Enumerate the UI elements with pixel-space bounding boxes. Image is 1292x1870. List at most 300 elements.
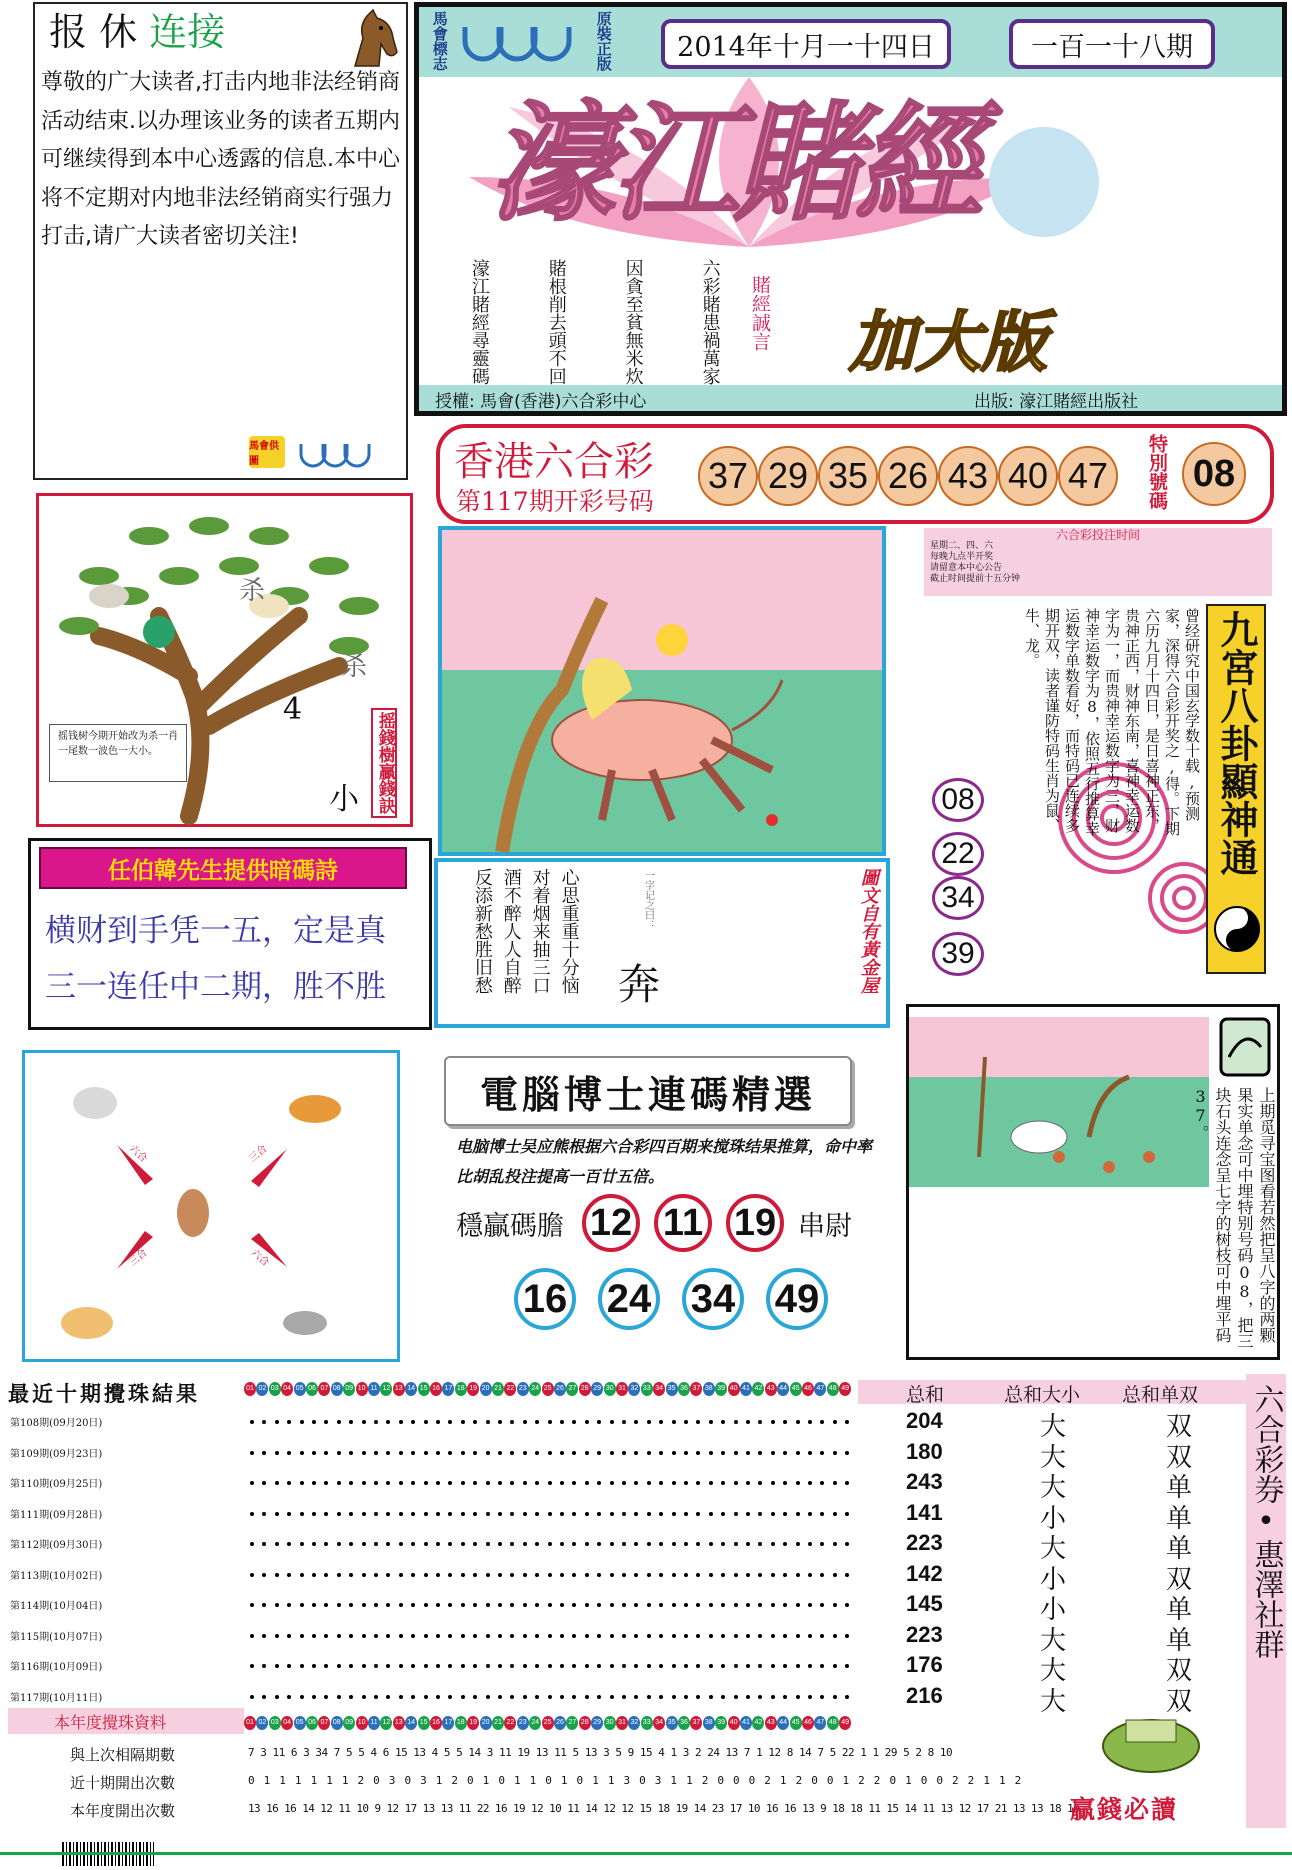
number-header-cell: 45	[790, 1716, 802, 1730]
draw-dot	[845, 1603, 849, 1607]
yin-yang-icon	[1214, 906, 1260, 956]
draw-dot	[734, 1603, 738, 1607]
draw-dot	[300, 1695, 304, 1699]
draw-dot	[746, 1695, 750, 1699]
row-sum: 142	[906, 1560, 943, 1586]
draw-dot	[486, 1512, 490, 1516]
number-header-cell: 15	[418, 1382, 430, 1396]
draw-dot	[461, 1481, 465, 1485]
draw-dot	[560, 1451, 564, 1455]
draw-dot	[386, 1573, 390, 1577]
draw-dot	[820, 1542, 824, 1546]
draw-dot	[820, 1695, 824, 1699]
nine-palace-panel	[924, 528, 1272, 998]
number-header-cell: 25	[542, 1716, 554, 1730]
draw-dot	[349, 1481, 353, 1485]
draw-dot	[300, 1573, 304, 1577]
draw-dot	[572, 1603, 576, 1607]
draw-dot	[386, 1695, 390, 1699]
date-text: 2014年十月一十四日	[677, 31, 935, 63]
table-row	[0, 1559, 1292, 1595]
draw-dot	[287, 1481, 291, 1485]
draw-dot	[758, 1664, 762, 1668]
draw-dot	[523, 1481, 527, 1485]
draw-dot	[312, 1451, 316, 1455]
number-header-cell: 19	[467, 1716, 479, 1730]
number-header-cell: 44	[777, 1716, 789, 1730]
number-header-cell: 03	[269, 1382, 281, 1396]
riddle-panel	[434, 858, 890, 1028]
draw-dot	[634, 1664, 638, 1668]
computer-desc: 电脑博士吴应熊根据六合彩四百期来搅珠结果推算，命中率比胡乱投注提高一百廿五倍。	[456, 1137, 873, 1186]
number-header-cell: 01	[244, 1716, 256, 1730]
draw-dot	[523, 1512, 527, 1516]
draw-dot	[783, 1634, 787, 1638]
number-header-cell: 06	[306, 1716, 318, 1730]
draw-dot	[758, 1420, 762, 1424]
draw-dot	[771, 1542, 775, 1546]
draw-dot	[374, 1481, 378, 1485]
draw-dot	[709, 1695, 713, 1699]
draw-dot	[808, 1573, 812, 1577]
draw-dot	[696, 1603, 700, 1607]
draw-dot	[721, 1695, 725, 1699]
draw-dot	[399, 1542, 403, 1546]
number-header-cell: 17	[442, 1382, 454, 1396]
draw-dot	[684, 1512, 688, 1516]
draw-dot	[312, 1603, 316, 1607]
row-parity: 单	[1166, 1595, 1193, 1625]
motto-col-4: 六彩賭患禍萬家	[699, 259, 721, 385]
special-number: 08	[1182, 442, 1246, 506]
draw-dot	[300, 1634, 304, 1638]
draw-dot	[808, 1634, 812, 1638]
draw-dot	[783, 1451, 787, 1455]
number-header-cell: 24	[529, 1382, 541, 1396]
draw-dot	[337, 1451, 341, 1455]
draw-dot	[287, 1573, 291, 1577]
draw-dot	[672, 1603, 676, 1607]
draw-dot	[324, 1573, 328, 1577]
authorized-text: 授權: 馬會(香港)六合彩中心	[435, 392, 647, 412]
draw-dot	[312, 1420, 316, 1424]
draw-dot	[300, 1420, 304, 1424]
number-header-cell: 20	[480, 1382, 492, 1396]
draw-dot	[324, 1481, 328, 1485]
draw-dot	[746, 1481, 750, 1485]
row-sum: 141	[906, 1499, 943, 1525]
draw-dot	[275, 1664, 279, 1668]
draw-dot	[535, 1512, 539, 1516]
draw-dot	[448, 1542, 452, 1546]
row-parity: 单	[1166, 1503, 1193, 1534]
draw-dot	[746, 1573, 750, 1577]
draw-dot	[696, 1512, 700, 1516]
draw-dot	[275, 1542, 279, 1546]
schedule-line: 请留意本中心公告	[930, 563, 1003, 573]
draw-dot	[610, 1573, 614, 1577]
draw-dot	[647, 1634, 651, 1638]
number-header-cell: 42	[752, 1382, 764, 1396]
draw-dot	[597, 1695, 601, 1699]
draw-dot	[622, 1512, 626, 1516]
number-header-cell: 23	[517, 1382, 529, 1396]
draw-dot	[585, 1573, 589, 1577]
draw-dot	[709, 1542, 713, 1546]
masthead	[414, 2, 1287, 416]
draw-dot	[548, 1542, 552, 1546]
number-header-cell: 20	[480, 1716, 492, 1730]
draw-dot	[349, 1573, 353, 1577]
draw-dot	[411, 1603, 415, 1607]
draw-dot	[833, 1512, 837, 1516]
draw-dot	[610, 1481, 614, 1485]
draw-dot	[461, 1664, 465, 1668]
draw-dot	[820, 1634, 824, 1638]
zodiac-diagram	[25, 1053, 397, 1359]
brand-logo-icon	[297, 440, 377, 474]
number-header-cell: 43	[765, 1382, 777, 1396]
side-vertical-text: 六合彩券•惠澤社群	[1248, 1384, 1284, 1659]
year-label: 本年度攪珠資料	[54, 1713, 167, 1732]
treasure-illustration	[909, 1017, 1209, 1187]
draw-dot	[486, 1664, 490, 1668]
motto-col-3: 因貪至貧無米炊	[622, 259, 644, 385]
draw-dot	[696, 1573, 700, 1577]
number-header-cell: 40	[728, 1382, 740, 1396]
draw-dot	[324, 1542, 328, 1546]
draw-dot	[386, 1603, 390, 1607]
draw-dot	[349, 1451, 353, 1455]
draw-dot	[548, 1573, 552, 1577]
draw-dot	[510, 1512, 514, 1516]
draw-dot	[572, 1634, 576, 1638]
draw-dot	[337, 1634, 341, 1638]
draw-dot	[411, 1573, 415, 1577]
draw-dot	[349, 1512, 353, 1516]
number-header-cell: 11	[368, 1382, 380, 1396]
riddle-line-1: 心思重重十分恼	[558, 868, 580, 994]
number-header-cell: 08	[331, 1382, 343, 1396]
draw-dot	[510, 1573, 514, 1577]
draw-dot	[424, 1542, 428, 1546]
number-header-cell: 43	[765, 1716, 777, 1730]
draw-dot	[734, 1634, 738, 1638]
number-header-cell: 29	[591, 1716, 603, 1730]
riddle-answer: 奔	[618, 960, 661, 1009]
draw-dot	[845, 1634, 849, 1638]
draw-dot	[312, 1512, 316, 1516]
motto-col-2: 賭根削去頭不回	[545, 259, 567, 385]
row-period: 第111期(09月28日)	[10, 1509, 103, 1521]
draw-dot	[647, 1420, 651, 1424]
draw-dot	[634, 1451, 638, 1455]
number-header-cell: 14	[405, 1382, 417, 1396]
draw-dot	[535, 1451, 539, 1455]
number-header-cell: 24	[529, 1716, 541, 1730]
draw-dot	[659, 1451, 663, 1455]
draw-dot	[572, 1512, 576, 1516]
draw-dot	[523, 1451, 527, 1455]
row-period: 第115期(10月07日)	[10, 1631, 103, 1643]
draw-dot	[672, 1695, 676, 1699]
draw-dot	[634, 1481, 638, 1485]
number-header-cell: 18	[455, 1382, 467, 1396]
draw-dot	[473, 1695, 477, 1699]
number-header-cell: 02	[256, 1382, 268, 1396]
number-header-cell: 22	[504, 1716, 516, 1730]
draw-dot	[597, 1512, 601, 1516]
draw-dot	[498, 1664, 502, 1668]
draw-dot	[337, 1573, 341, 1577]
draw-dot	[721, 1512, 725, 1516]
draw-dot	[523, 1542, 527, 1546]
draw-dot	[647, 1542, 651, 1546]
number-header-cell: 39	[715, 1382, 727, 1396]
draw-dot	[473, 1542, 477, 1546]
draw-dot	[721, 1420, 725, 1424]
results-title: 最近十期攪珠結果	[8, 1378, 244, 1406]
draw-dot	[548, 1634, 552, 1638]
draw-dot	[622, 1542, 626, 1546]
draw-dot	[709, 1603, 713, 1607]
number-header-cell: 48	[827, 1716, 839, 1730]
draw-dot	[659, 1634, 663, 1638]
draw-dot	[300, 1512, 304, 1516]
draw-dot	[498, 1542, 502, 1546]
draw-dot	[374, 1542, 378, 1546]
draw-dot	[535, 1573, 539, 1577]
number-header-cell: 23	[517, 1716, 529, 1730]
computer-row-1	[582, 1194, 802, 1254]
draw-dot	[275, 1451, 279, 1455]
draw-dot	[498, 1420, 502, 1424]
draw-dot	[362, 1634, 366, 1638]
draw-dot	[734, 1664, 738, 1668]
masthead-left-tag: 馬會標志	[430, 11, 449, 71]
draw-dot	[709, 1664, 713, 1668]
draw-dot	[696, 1695, 700, 1699]
pick-ball: 16	[514, 1268, 576, 1330]
special-label: 特別號碼	[1145, 434, 1168, 510]
number-header-cell: 27	[566, 1716, 578, 1730]
draw-dot	[399, 1451, 403, 1455]
draw-dot	[647, 1451, 651, 1455]
draw-dot	[622, 1481, 626, 1485]
draw-dot	[312, 1634, 316, 1638]
draw-dot	[560, 1481, 564, 1485]
row-sum: 223	[906, 1530, 943, 1555]
number-header-cell: 37	[690, 1382, 702, 1396]
draw-dot	[436, 1542, 440, 1546]
draw-dot	[262, 1695, 266, 1699]
number-header-cell: 18	[455, 1716, 467, 1730]
draw-dot	[771, 1695, 775, 1699]
draw-dot	[287, 1512, 291, 1516]
lottery-subtitle: 第117期开彩号码	[456, 487, 654, 516]
row-sum: 176	[906, 1652, 943, 1677]
draw-dot	[833, 1451, 837, 1455]
draw-dot	[783, 1573, 787, 1577]
draw-dot	[820, 1512, 824, 1516]
draw-dot	[597, 1451, 601, 1455]
schedule-line: 星期二、四、六	[930, 541, 994, 551]
draw-dot	[758, 1573, 762, 1577]
table-row	[0, 1528, 1292, 1564]
draw-dot	[758, 1695, 762, 1699]
draw-dot	[386, 1664, 390, 1668]
issue-box	[1009, 19, 1215, 69]
draw-dot	[709, 1634, 713, 1638]
draw-dot	[411, 1695, 415, 1699]
draw-dot	[300, 1664, 304, 1668]
schedule-box	[924, 528, 1272, 596]
draw-dot	[386, 1420, 390, 1424]
draw-dot	[498, 1512, 502, 1516]
row-size: 小	[1040, 1564, 1067, 1595]
draw-dot	[610, 1695, 614, 1699]
draw-dot	[548, 1420, 552, 1424]
table-row	[0, 1589, 1292, 1625]
draw-dot	[709, 1481, 713, 1485]
money-tree-panel	[36, 493, 413, 827]
poem-line-2: 三一连任中二期，胜不胜	[45, 969, 386, 1005]
row-sum: 216	[906, 1682, 943, 1708]
draw-dot	[448, 1603, 452, 1607]
draw-dot	[647, 1695, 651, 1699]
draw-dot	[796, 1573, 800, 1577]
number-header-cell: 35	[666, 1716, 678, 1730]
draw-dot	[448, 1512, 452, 1516]
number-header-cell: 28	[579, 1382, 591, 1396]
stat-gap-values: 7 3 11 6 3 34 7 5 5 4 6 15 13 4 5 5 14 3 11 19 13 11 5 13 3 5 9 15 4 1 3 2 24 13 7 1 12 8 14 7 5 22 1 1 29 5 2 8 10	[248, 1746, 953, 1759]
draw-dot	[411, 1542, 415, 1546]
number-header-cell: 34	[653, 1382, 665, 1396]
draw-dot	[634, 1695, 638, 1699]
draw-dot	[808, 1420, 812, 1424]
draw-dot	[845, 1695, 849, 1699]
draw-dot	[362, 1664, 366, 1668]
number-header-cell: 09	[343, 1382, 355, 1396]
draw-dot	[548, 1603, 552, 1607]
draw-dot	[312, 1695, 316, 1699]
draw-dot	[399, 1481, 403, 1485]
notice-body: 尊敬的广大读者,打击内地非法经销商活动结束.以办理该业务的读者五期内可继续得到本中心透露的信息.本中心将不定期对内地非法经销商实行强力打击,请广大读者密切关注!	[41, 70, 400, 249]
row-period: 第112期(09月30日)	[10, 1540, 103, 1551]
draw-dot	[672, 1664, 676, 1668]
number-header-cell: 44	[777, 1382, 789, 1396]
masthead-subtitle: 加大版	[849, 303, 1047, 381]
draw-dot	[548, 1451, 552, 1455]
draw-dot	[473, 1573, 477, 1577]
draw-dot	[275, 1634, 279, 1638]
pick-ball: 12	[582, 1194, 640, 1252]
computer-label-a: 穩贏碼膽	[456, 1211, 564, 1242]
draw-dot	[337, 1512, 341, 1516]
draw-dot	[510, 1634, 514, 1638]
row-size: 小	[1040, 1595, 1067, 1625]
tree-mark-kill-1: 杀	[239, 576, 266, 606]
lottery-ball: 43	[938, 446, 998, 506]
draw-dot	[560, 1695, 564, 1699]
draw-dot	[436, 1573, 440, 1577]
draw-dot	[746, 1634, 750, 1638]
draw-dot	[424, 1451, 428, 1455]
draw-dot	[535, 1603, 539, 1607]
draw-dot	[833, 1664, 837, 1668]
riddle-line-2: 对着烟来抽三口	[529, 868, 551, 994]
draw-dot	[436, 1695, 440, 1699]
draw-dot	[262, 1603, 266, 1607]
draw-dot	[250, 1420, 254, 1424]
draw-dot	[498, 1603, 502, 1607]
draw-dot	[622, 1634, 626, 1638]
number-header-cell: 19	[467, 1382, 479, 1396]
draw-dot	[250, 1664, 254, 1668]
money-bag-icon	[1096, 1706, 1206, 1780]
draw-dot	[659, 1512, 663, 1516]
draw-dot	[771, 1481, 775, 1485]
draw-dot	[448, 1634, 452, 1638]
draw-dot	[510, 1603, 514, 1607]
palace-number-1: 08	[932, 778, 984, 822]
draw-dot	[473, 1512, 477, 1516]
number-header-cell: 03	[269, 1716, 281, 1730]
draw-dot	[585, 1542, 589, 1546]
draw-dot	[684, 1634, 688, 1638]
draw-dot	[585, 1664, 589, 1668]
number-header-cell: 28	[579, 1716, 591, 1730]
draw-dot	[411, 1634, 415, 1638]
draw-dot	[473, 1420, 477, 1424]
draw-dot	[560, 1512, 564, 1516]
draw-dot	[585, 1420, 589, 1424]
size-header: 总和大小	[1004, 1384, 1081, 1406]
treasure-icon	[1219, 1017, 1271, 1081]
row-parity: 单	[1166, 1473, 1193, 1503]
draw-dot	[262, 1512, 266, 1516]
sum-header: 总和	[906, 1384, 945, 1406]
draw-dot	[721, 1664, 725, 1668]
draw-dot	[672, 1512, 676, 1516]
draw-dot	[659, 1695, 663, 1699]
row-parity: 单	[1166, 1534, 1193, 1564]
tree-mark-size: 小	[329, 782, 359, 817]
table-row	[0, 1498, 1292, 1534]
pick-ball: 34	[682, 1268, 744, 1330]
draw-dot	[659, 1664, 663, 1668]
draw-dot	[560, 1542, 564, 1546]
draw-dot	[746, 1603, 750, 1607]
draw-dot	[758, 1481, 762, 1485]
draw-dot	[262, 1573, 266, 1577]
draw-dot	[473, 1634, 477, 1638]
draw-dot	[833, 1603, 837, 1607]
draw-dot	[324, 1420, 328, 1424]
nine-palace-label: 九宮八卦顯神通	[1206, 604, 1266, 974]
publisher-text: 出版: 濠江賭經出版社	[974, 392, 1139, 412]
draw-dot	[424, 1695, 428, 1699]
draw-dot	[659, 1542, 663, 1546]
draw-dot	[634, 1634, 638, 1638]
draw-dot	[461, 1451, 465, 1455]
draw-dot	[399, 1603, 403, 1607]
draw-dot	[337, 1542, 341, 1546]
draw-dot	[696, 1481, 700, 1485]
poem-panel	[28, 838, 432, 1030]
zodiac-label-1: 六合	[126, 1143, 149, 1165]
lottery-ball: 26	[878, 446, 938, 506]
